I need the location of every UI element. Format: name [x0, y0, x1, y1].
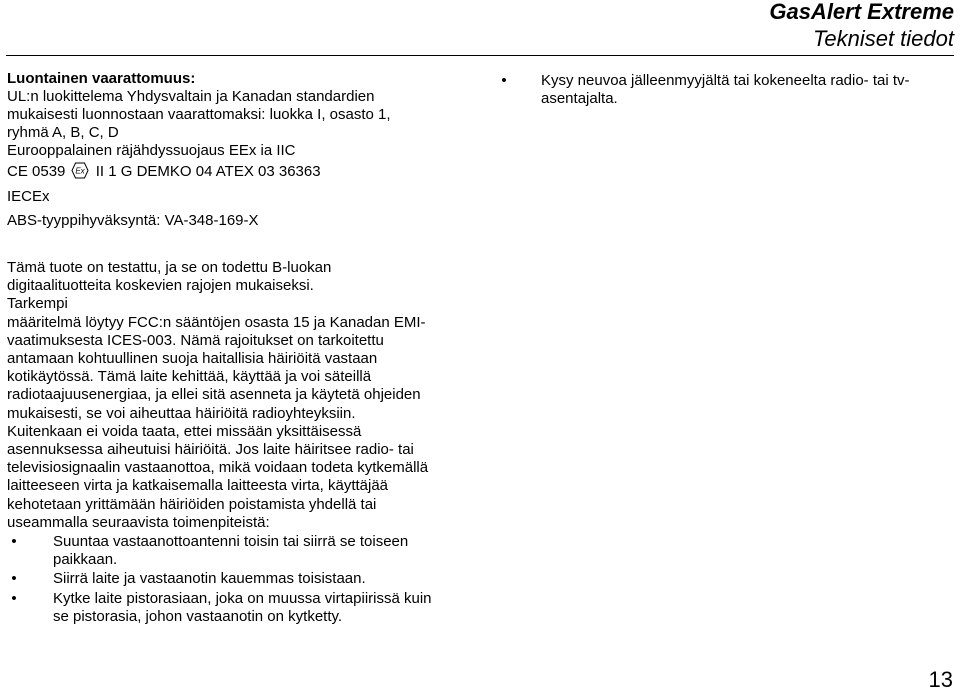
bullet-dot-icon: • — [11, 570, 17, 588]
atex-text: II 1 G DEMKO 04 ATEX 03 36363 — [95, 163, 321, 180]
cert-line: mukaisesti luonnostaan vaarattomaksi: luokka I, osasto 1, — [7, 106, 391, 123]
cert-line: Eurooppalainen räjähdyssuojaus EEx ia IIC — [7, 142, 296, 159]
fcc-statement — [7, 259, 477, 627]
section-heading: Luontainen vaarattomuus: — [7, 70, 196, 87]
cert-line: UL:n luokittelema Yhdysvaltain ja Kanadan standardien — [7, 88, 375, 105]
right-column-list — [497, 72, 947, 108]
abs-approval-line: ABS-tyyppihyväksyntä: VA-348-169-X — [7, 212, 259, 229]
header-divider — [6, 55, 954, 56]
ce-mark-text: CE 0539 — [7, 163, 66, 180]
remedy-list — [7, 533, 477, 626]
list-item: • Suuntaa vastaanottoantenni toisin tai siirrä se toiseen paikkaan. — [7, 533, 477, 569]
bullet-dot-icon: • — [11, 533, 17, 551]
intrinsic-safety-section — [7, 70, 477, 230]
list-item: • Kysy neuvoa jälleenmyyjältä tai kokeneelta radio- tai tv- asentajalta. — [497, 72, 947, 108]
section-title: Tekniset tiedot — [812, 26, 954, 51]
fcc-paragraph: Tämä tuote on testattu, ja se on todettu B-luokan digitaalituotteita koskevien rajojen mukaiseksi. Tarkempi määritelmä löytyy FCC:n sääntöjen osasta 15 ja Kanadan EMI- vaatimuksesta ICES-003. Nämä rajoitukset on tarkoitettu antamaan kohtuullinen suoja haitallisia häiriöitä vastaan kotikäytössä. Tämä laite kehittää, käyttää ja voi säteillä radiotaajuusenergiaa, ja ellei sitä asenneta ja käytetä ohjeiden mukaisesti, se voi aiheuttaa häiriöitä radioyhteyksiin. Kuitenkaan ei voida taata, ettei missään yksittäisessä asennuksessa aiheutuisi häiriöitä. Jos laite häiritsee radio- tai televisiosignaalin vastaanottoa, mikä voidaan todeta kytkemällä laitteeseen virta ja katkaisemalla laitteesta virta, käyttäjää kehotetaan yrittämään häiriöiden poistamista yhdellä tai useammalla seuraavista toimenpiteistä: — [7, 259, 429, 531]
cert-line: ryhmä A, B, C, D — [7, 124, 119, 141]
iecex-line: IECEx — [7, 188, 50, 205]
list-item: • Kytke laite pistorasiaan, joka on muussa virtapiirissä kuin se pistorasia, johon vastaanotin on kytketty. — [7, 590, 477, 626]
page-number: 13 — [928, 667, 953, 692]
bullet-dot-icon: • — [11, 589, 17, 607]
bullet-dot-icon: • — [501, 72, 507, 89]
ex-hexagon-icon — [71, 162, 89, 184]
svg-text:Ex: Ex — [74, 166, 85, 176]
ce-atex-line — [7, 162, 477, 184]
product-title: GasAlert Extreme — [769, 0, 954, 24]
list-item: • Siirrä laite ja vastaanotin kauemmas toisistaan. — [7, 570, 477, 588]
